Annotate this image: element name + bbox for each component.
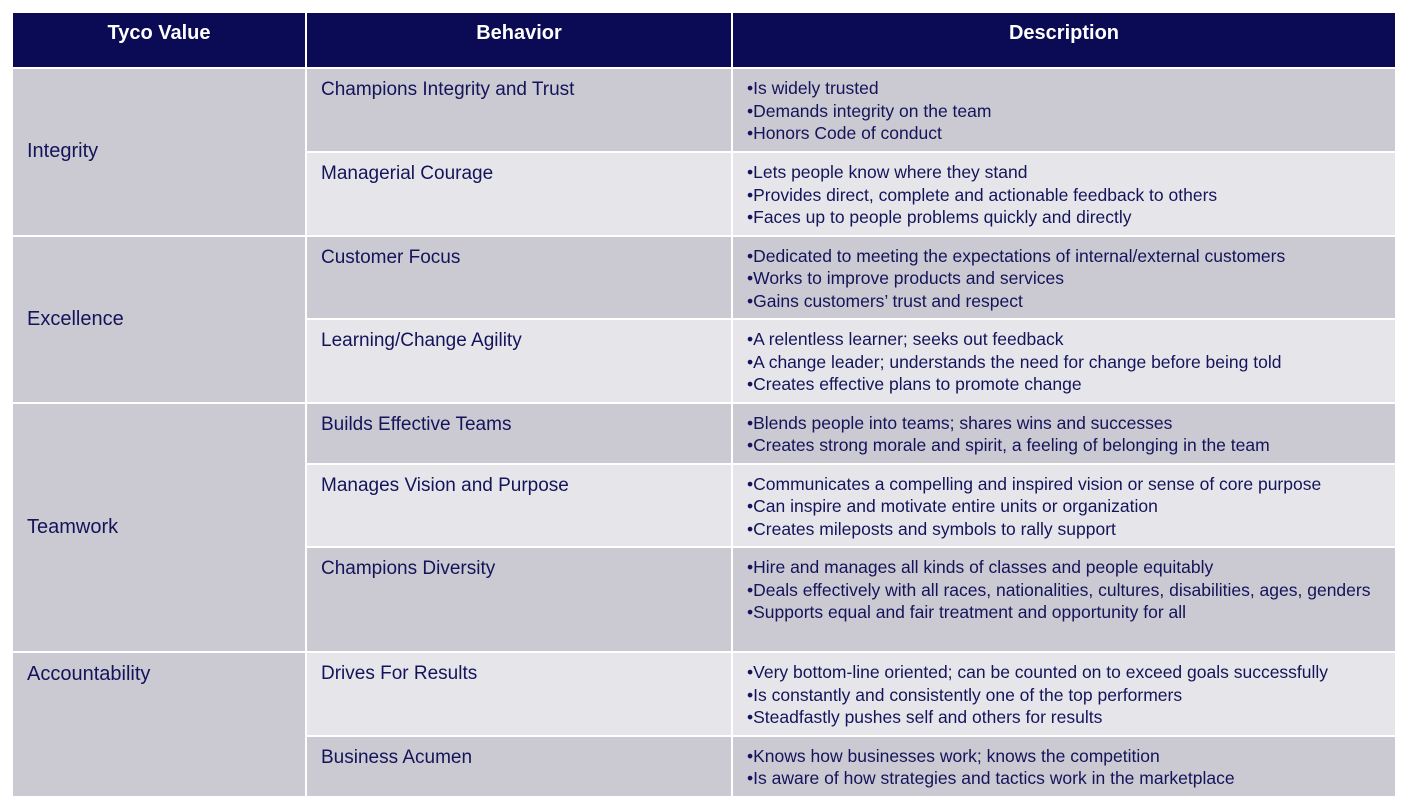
behavior-cell: Champions Integrity and Trust xyxy=(307,69,731,151)
table-header-row xyxy=(13,13,1395,67)
description-cell xyxy=(733,404,1395,463)
description-cell xyxy=(733,653,1395,735)
behavior-cell: Business Acumen xyxy=(307,737,731,796)
description-line: •Creates mileposts and symbols to rally support xyxy=(747,518,1116,539)
description-line: •Is aware of how strategies and tactics work in the marketplace xyxy=(747,768,1235,788)
table-row xyxy=(13,237,1395,319)
value-cell-excellence xyxy=(13,237,305,402)
description-cell xyxy=(733,548,1395,651)
table-row xyxy=(13,404,1395,463)
description-line: •A change leader; understands the need for change before being told xyxy=(747,351,1282,372)
description-line: •Works to improve products and services xyxy=(747,268,1065,288)
description-line: •Deals effectively with all races, nationalities, cultures, disabilities, ages, genders xyxy=(747,579,1371,600)
description-line: •Creates effective plans to promote change xyxy=(747,374,1082,394)
description-line: •Is constantly and consistently one of the top performers xyxy=(747,684,1183,705)
description-cell xyxy=(733,737,1395,796)
behavior-cell: Customer Focus xyxy=(307,237,731,319)
description-line: •Creates strong morale and spirit, a feeling of belonging in the team xyxy=(747,435,1270,455)
value-cell-teamwork xyxy=(13,404,305,652)
description-line: •Gains customers’ trust and respect xyxy=(747,290,1023,311)
table-row xyxy=(13,69,1395,151)
value-cell-integrity xyxy=(13,69,305,235)
column-header-description: Description xyxy=(733,13,1395,67)
description-line: •Hire and manages all kinds of classes and people equitably xyxy=(747,557,1214,577)
description-line: •Honors Code of conduct xyxy=(747,123,942,143)
description-cell xyxy=(733,320,1395,402)
description-cell xyxy=(733,153,1395,235)
value-label: Integrity xyxy=(27,140,99,163)
description-line: •Blends people into teams; shares wins and successes xyxy=(747,412,1173,433)
description-cell xyxy=(733,69,1395,151)
description-line: •Dedicated to meeting the expectations of internal/external customers xyxy=(747,245,1286,266)
values-behaviors-table xyxy=(11,11,1397,798)
description-line: •Very bottom-line oriented; can be counted on to exceed goals successfully xyxy=(747,662,1329,682)
behavior-cell: Builds Effective Teams xyxy=(307,404,731,463)
description-line: •Communicates a compelling and inspired vision or sense of core purpose xyxy=(747,473,1322,494)
description-line: •Demands integrity on the team xyxy=(747,100,992,121)
value-label: Excellence xyxy=(27,307,124,330)
description-line: •Lets people know where they stand xyxy=(747,162,1028,182)
value-cell-accountability xyxy=(13,653,305,796)
value-label: Teamwork xyxy=(27,515,119,538)
column-header-behavior: Behavior xyxy=(307,13,731,67)
behavior-cell: Managerial Courage xyxy=(307,153,731,235)
behavior-cell: Manages Vision and Purpose xyxy=(307,465,731,547)
description-line: •Can inspire and motivate entire units or organization xyxy=(747,496,1158,516)
value-label: Accountability xyxy=(27,663,151,685)
description-line: •A relentless learner; seeks out feedback xyxy=(747,329,1064,349)
description-line: •Is widely trusted xyxy=(747,78,879,98)
description-line: •Faces up to people problems quickly and directly xyxy=(747,207,1132,227)
column-header-tyco-value: Tyco Value xyxy=(13,13,305,67)
description-line: •Supports equal and fair treatment and opportunity for all xyxy=(747,602,1187,622)
description-cell xyxy=(733,465,1395,547)
behavior-cell: Drives For Results xyxy=(307,653,731,735)
description-line: •Provides direct, complete and actionable feedback to others xyxy=(747,184,1218,205)
behavior-cell: Learning/Change Agility xyxy=(307,320,731,402)
table-row xyxy=(13,653,1395,735)
description-line: •Knows how businesses work; knows the competition xyxy=(747,745,1160,766)
description-line: •Steadfastly pushes self and others for results xyxy=(747,707,1103,727)
description-cell xyxy=(733,237,1395,319)
behavior-cell: Champions Diversity xyxy=(307,548,731,651)
